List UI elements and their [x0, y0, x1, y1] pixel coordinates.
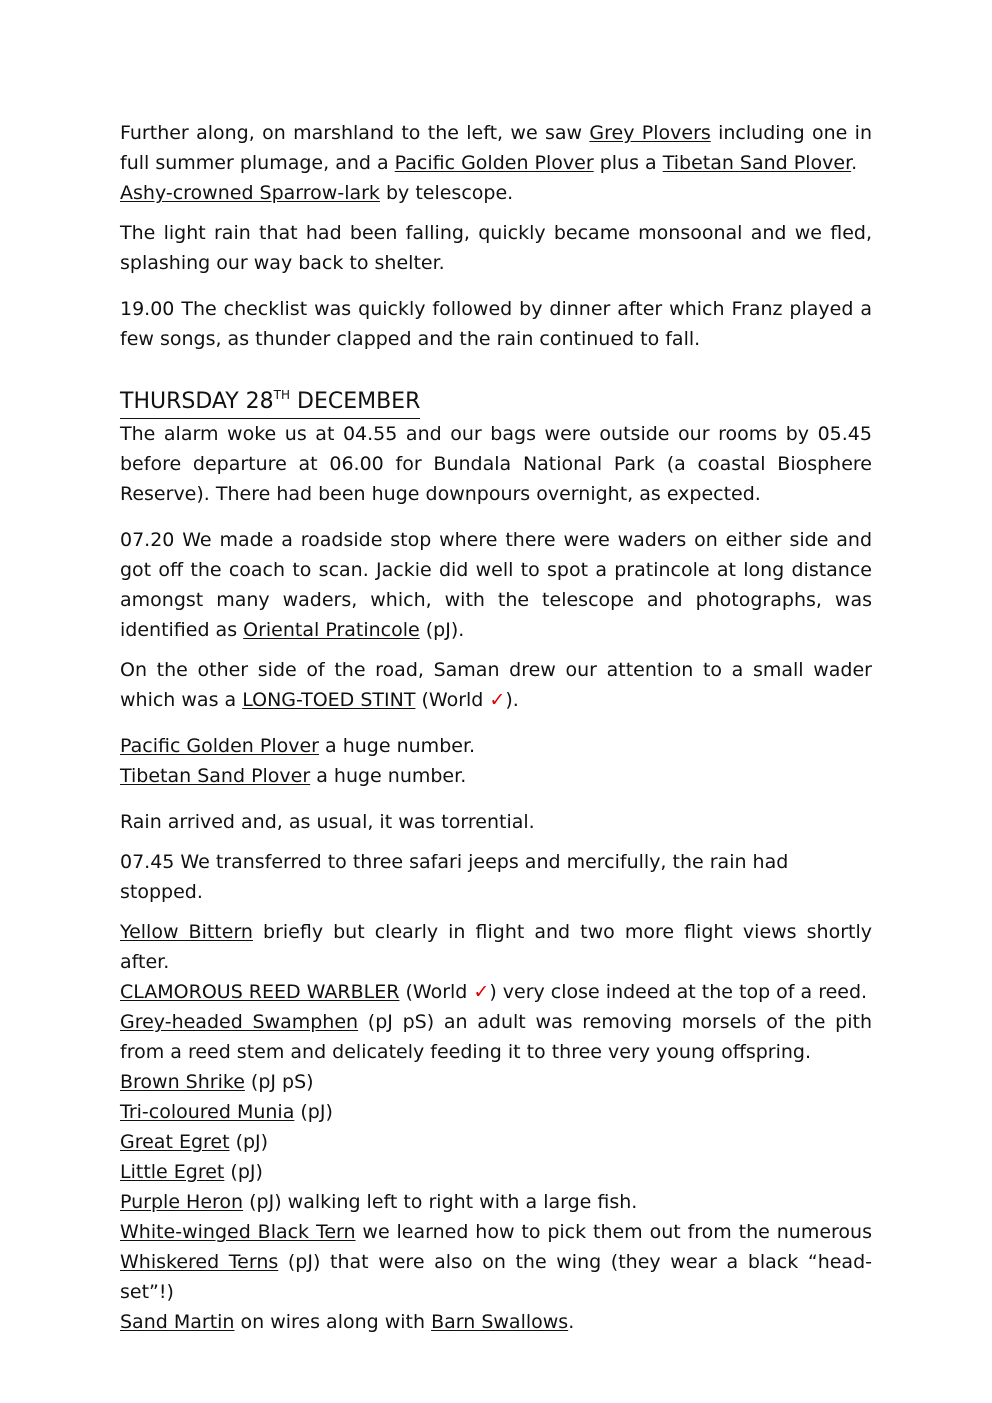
text: .	[851, 152, 858, 174]
bird-list	[120, 917, 872, 1337]
text: plus a	[593, 152, 663, 174]
bird-yellow-bittern: Yellow Bittern	[120, 921, 253, 943]
text: by telescope.	[379, 182, 514, 204]
list-item	[120, 1067, 872, 1097]
text: On the other side of the road, Saman drew our attention to a small wader which was a	[120, 659, 872, 711]
bird-white-winged-black-tern: White-winged Black Tern	[120, 1221, 356, 1243]
list-item	[120, 731, 872, 761]
paragraph-long-toed-stint	[120, 655, 872, 715]
list-item	[120, 1187, 872, 1217]
bird-grey-headed-swamphen: Grey-headed Swamphen	[120, 1011, 359, 1033]
text: .	[568, 1311, 575, 1333]
bird-clamorous-reed-warbler: CLAMOROUS REED WARBLER	[120, 981, 400, 1003]
tick-icon: ✓	[473, 981, 490, 1003]
bird-pacific-golden-plover: Pacific Golden Plover	[394, 152, 594, 174]
text: a huge number.	[319, 735, 476, 757]
bird-barn-swallows: Barn Swallows	[431, 1311, 569, 1333]
bird-whiskered-terns: Whiskered Terns	[120, 1251, 279, 1273]
text: on wires along with	[234, 1311, 432, 1333]
list-item	[120, 1007, 872, 1067]
tick-icon: ✓	[489, 689, 506, 711]
list-item	[120, 1157, 872, 1187]
text: (World	[399, 981, 474, 1003]
bird-long-toed-stint: LONG-TOED STINT	[242, 689, 416, 711]
bird-purple-heron: Purple Heron	[120, 1191, 244, 1213]
text: briefly but clearly in flight and two more flight views shortly after.	[120, 921, 872, 973]
bird-tri-coloured-munia: Tri-coloured Munia	[120, 1101, 295, 1123]
text: (pJ) walking left to right with a large fish.	[243, 1191, 638, 1213]
list-item	[120, 1127, 872, 1157]
document-page	[120, 118, 872, 1337]
list-item	[120, 977, 872, 1007]
text: we learned how to pick them out from the numerous	[355, 1221, 872, 1243]
paragraph-plover-numbers	[120, 731, 872, 791]
heading-text: THURSDAY 28	[120, 389, 274, 414]
paragraph-roadside-stop	[120, 525, 872, 645]
bird-brown-shrike: Brown Shrike	[120, 1071, 245, 1093]
list-item	[120, 1307, 872, 1337]
bird-little-egret: Little Egret	[120, 1161, 225, 1183]
text: a huge number.	[310, 765, 467, 787]
text: (World	[415, 689, 490, 711]
bird-great-egret: Great Egret	[120, 1131, 230, 1153]
paragraph-marshland	[120, 118, 872, 208]
text: Further along, on marshland to the left, we saw	[120, 122, 590, 144]
text: ) very close indeed at the top of a reed.	[489, 981, 868, 1003]
heading-text: DECEMBER	[290, 389, 421, 414]
heading-superscript: TH	[273, 388, 291, 402]
day-heading	[120, 386, 420, 419]
bird-tibetan-sand-plover: Tibetan Sand Plover	[662, 152, 852, 174]
list-item	[120, 761, 872, 791]
text: (pJ)	[224, 1161, 263, 1183]
text: 07.20 We made a roadside stop where there were waders on either side and got off the coach to scan. Jackie did well to spot a pratincole at long distance amongst many waders, which, with the telescope and photographs, was identified as	[120, 529, 872, 641]
text: (pJ pS)	[244, 1071, 314, 1093]
paragraph-checklist: 19.00 The checklist was quickly followed by dinner after which Franz played a few songs, as thunder clapped and the rain continued to fall.	[120, 298, 872, 350]
list-item	[120, 1097, 872, 1127]
bird-sand-martin: Sand Martin	[120, 1311, 235, 1333]
bird-ashy-crowned-sparrow-lark: Ashy-crowned Sparrow-lark	[120, 182, 380, 204]
text: (pJ) that were also on the wing (they wear a black “head-set”!)	[120, 1251, 872, 1303]
paragraph-alarm: The alarm woke us at 04.55 and our bags were outside our rooms by 05.45 before departure at 06.00 for Bundala National Park (a coastal Biosphere Reserve). There had been huge downpours overnight, as expected.	[120, 423, 872, 505]
list-item	[120, 917, 872, 977]
text: (pJ)	[294, 1101, 333, 1123]
text: (pJ)	[229, 1131, 269, 1153]
text: including one in full summer plumage, and a	[120, 122, 872, 174]
text: (pJ pS) an adult was removing morsels of the pith from a reed stem and delicately feeding it to three very young offspring.	[120, 1011, 873, 1063]
text: ).	[505, 689, 519, 711]
bird-oriental-pratincole: Oriental Pratincole	[243, 619, 420, 641]
text: (pJ).	[419, 619, 465, 641]
paragraph-rain: The light rain that had been falling, quickly became monsoonal and we fled, splashing our way back to shelter.	[120, 222, 872, 274]
bird-grey-plovers: Grey Plovers	[589, 122, 711, 144]
paragraph-torrential: Rain arrived and, as usual, it was torrential.	[120, 811, 535, 833]
bird-name: Tibetan Sand Plover	[120, 765, 311, 787]
bird-name: Pacific Golden Plover	[120, 735, 319, 757]
list-item	[120, 1217, 872, 1307]
paragraph-safari-jeeps: 07.45 We transferred to three safari jeeps and mercifully, the rain had stopped.	[120, 851, 789, 903]
